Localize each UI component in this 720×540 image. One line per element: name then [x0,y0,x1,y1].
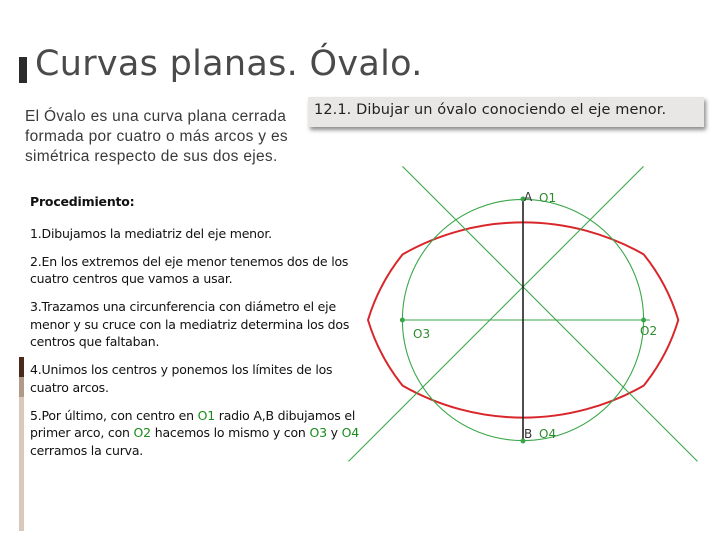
step-3: 3.Trazamos una circunferencia con diámetro el eje menor y su cruce con la mediatriz determina los dos centros que faltaban. [30,299,350,349]
step-5-o2: O2 [133,425,151,440]
step-4: 4.Unimos los centros y ponemos los límites de los cuatro arcos. [30,362,333,395]
label-o2: O2 [640,324,658,338]
exercise-caption: 12.1. Dibujar un óvalo conociendo el eje menor. [314,102,667,118]
intro-text: El Óvalo es una curva plana cerrada formada por cuatro o más arcos y es simétrica respecto de sus dos ejes. [25,108,288,165]
slide-title: Curvas planas. Óvalo. [35,44,423,84]
step-5: 5.Por último, con centro en O1 radio A,B dibujamos el primer arco, con O2 hacemos lo mismo y con O3 y O4 cerramos la curva. [30,407,359,458]
label-o1: O1 [539,191,557,205]
center-point-o3 [400,318,405,323]
step-2: 2.En los extremos del eje menor tenemos dos de los cuatro centros que vamos a usar. [30,253,349,286]
procedure-heading: Procedimiento: [30,194,135,209]
step-5-o1: O1 [197,407,215,423]
step-5-o4: O4 [341,425,359,440]
label-o3: O3 [413,327,431,341]
center-point-o2 [641,318,646,323]
label-b: B [524,427,533,441]
step-1: 1.Dibujamos la mediatriz del eje menor. [30,225,272,241]
label-a: A [524,190,533,204]
label-o4: O4 [539,427,557,441]
step-5-o3: O3 [309,425,327,440]
